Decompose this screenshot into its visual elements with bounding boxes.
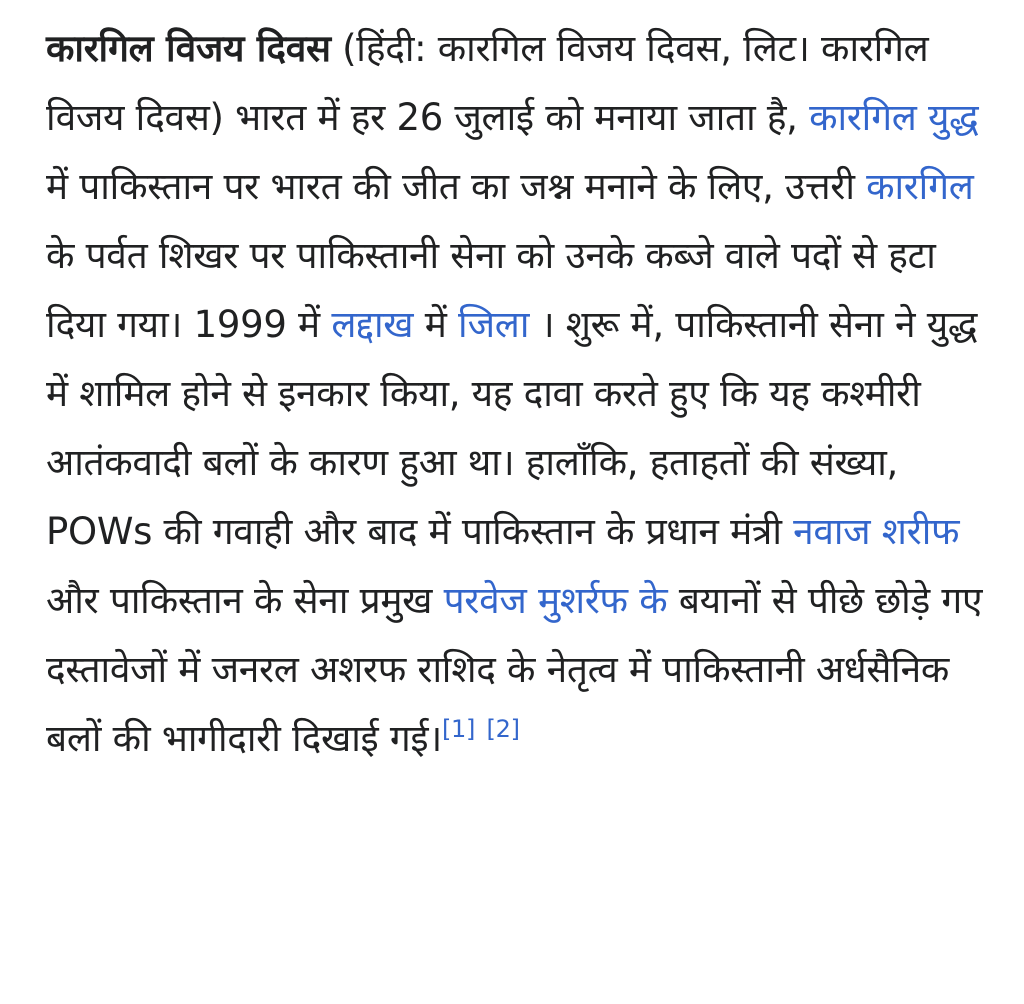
paragraph-text: में: [413, 303, 459, 346]
paragraph-text: बयानों से पीछे छोड़े गए दस्तावेजों में जनरल अशरफ राशिद के नेतृत्व में पाकिस्तानी अर्धसैनिक बलों की भागीदारी दिखाई गई।: [46, 579, 983, 760]
link-kargil[interactable]: कारगिल: [866, 165, 974, 208]
article-title-bold: कारगिल विजय दिवस: [46, 27, 331, 70]
reference-2: [487, 715, 520, 743]
reference-1: [442, 715, 475, 743]
paragraph-text: और पाकिस्तान के सेना प्रमुख: [46, 579, 444, 622]
reference-link-2[interactable]: [2]: [486, 715, 520, 743]
link-ladakh[interactable]: लद्दाख: [331, 303, 414, 346]
paragraph-text: में पाकिस्तान पर भारत की जीत का जश्न मनाने के लिए, उत्तरी: [46, 165, 867, 208]
reference-link-1[interactable]: [1]: [441, 715, 476, 743]
link-district[interactable]: जिला: [458, 303, 530, 346]
link-nawaz-sharif[interactable]: नवाज शरीफ: [793, 510, 960, 553]
link-pervez-musharraf[interactable]: परवेज मुशर्रफ के: [443, 579, 668, 622]
link-kargil-war[interactable]: कारगिल युद्ध: [809, 96, 979, 139]
paragraph-text: के पर्वत शिखर पर पाकिस्तानी सेना को उनके कब्जे वाले पदों से हटा दिया गया। 1999 में: [46, 234, 936, 346]
paragraph-text: । शुरू में, पाकिस्तानी सेना ने युद्ध में शामिल होने से इनकार किया, यह दावा करते हुए कि यह कश्मीरी आतंकवादी बलों के कारण हुआ था। हालाँकि, हताहतों की संख्या, POWs की गवाही और बाद में पाकिस्तान के प्रधान मंत्री: [46, 303, 978, 553]
paragraph-text: (हिंदी: कारगिल विजय दिवस, लिट। कारगिल विजय दिवस) भारत में हर 26 जुलाई को मनाया जाता है,: [46, 27, 929, 139]
